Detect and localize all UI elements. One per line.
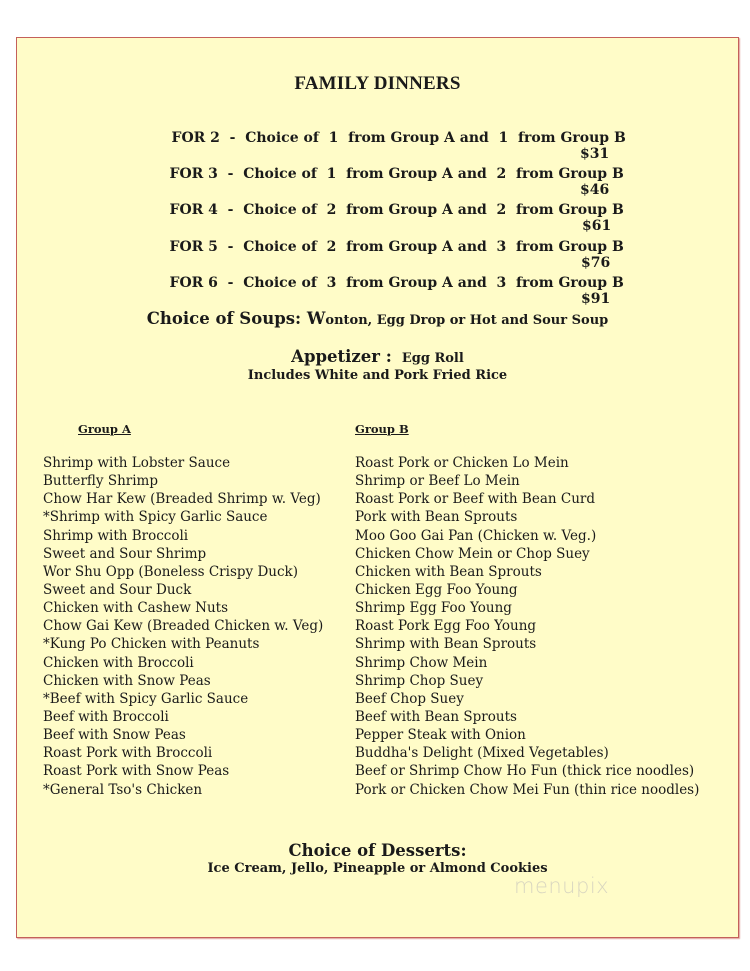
list-item: Shrimp Egg Foo Young [355,600,512,617]
list-item: Chicken with Cashew Nuts [43,600,229,617]
group-a-heading: Group A [78,422,131,436]
includes-line: Includes White and Pork Fried Rice [247,368,508,383]
list-item: Pepper Steak with Onion [355,727,526,744]
list-item: *Beef with Spicy Garlic Sauce [43,690,249,707]
list-item: Roast Pork or Chicken Lo Mein [355,455,569,471]
list-item: Beef Chop Suey [355,690,464,707]
pricing-label: FOR 3 - Choice of 1 from Group A and 2 from Group B [169,166,624,182]
group-b-list [355,454,699,799]
list-item: Shrimp Chow Mein [355,654,488,671]
list-item: Chicken Egg Foo Young [355,581,518,598]
list-item: Sweet and Sour Shrimp [43,545,207,562]
list-item: *General Tso's Chicken [43,781,203,798]
pricing-label: FOR 5 - Choice of 2 from Group A and 3 from Group B [169,239,624,255]
list-item: Beef with Broccoli [43,708,169,725]
list-item: Buddha's Delight (Mixed Vegetables) [355,745,609,762]
desserts-list: Ice Cream, Jello, Pineapple or Almond Cookies [207,861,548,876]
list-item: Chicken with Bean Sprouts [355,563,542,580]
soups-options: onton, Egg Drop or Hot and Sour Soup [325,313,609,328]
pricing-price: $76 [581,255,611,271]
soups-first-letter: W [306,309,326,328]
list-item: Shrimp with Bean Sprouts [355,636,537,653]
list-item: Beef with Snow Peas [43,727,186,744]
list-item: Shrimp with Broccoli [43,527,189,544]
list-item: Moo Goo Gai Pan (Chicken w. Veg.) [355,527,597,544]
list-item: Beef with Bean Sprouts [355,708,517,725]
pricing-label: FOR 4 - Choice of 2 from Group A and 2 from Group B [169,202,624,218]
appetizer-line [17,347,738,366]
soups-line [17,309,738,328]
appetizer-value: Egg Roll [401,351,464,366]
list-item: Chow Har Kew (Breaded Shrimp w. Veg) [43,491,321,508]
pricing-price: $61 [582,218,612,234]
list-item: Chicken Chow Mein or Chop Suey [355,545,590,562]
list-item: Sweet and Sour Duck [43,581,192,598]
pricing-price: $31 [580,146,610,162]
menu-title: FAMILY DINNERS [294,73,461,94]
soups-label: Choice of Soups: [146,309,307,328]
list-item: Chicken with Snow Peas [43,672,211,689]
menu-page [16,37,739,938]
watermark-logo: menupix [514,874,610,898]
list-item: Chow Gai Kew (Breaded Chicken w. Veg) [43,618,324,635]
list-item: *Shrimp with Spicy Garlic Sauce [43,509,268,526]
desserts-title: Choice of Desserts: [288,841,467,860]
pricing-label: FOR 2 - Choice of 1 from Group A and 1 from Group B [171,130,626,146]
group-b-heading: Group B [355,422,409,436]
list-item: Roast Pork with Snow Peas [43,763,230,780]
list-item: Chicken with Broccoli [43,654,194,671]
pricing-price: $46 [580,182,610,198]
list-item: Roast Pork or Beef with Bean Curd [355,491,595,508]
list-item: Beef or Shrimp Chow Ho Fun (thick rice noodles) [355,763,695,780]
list-item: *Kung Po Chicken with Peanuts [43,636,260,653]
list-item: Butterfly Shrimp [43,473,158,490]
pricing-label: FOR 6 - Choice of 3 from Group A and 3 from Group B [169,275,624,291]
list-item: Shrimp with Lobster Sauce [43,455,231,471]
list-item: Roast Pork Egg Foo Young [355,618,537,635]
list-item: Shrimp Chop Suey [355,672,484,689]
list-item: Shrimp or Beef Lo Mein [355,473,520,490]
list-item: Wor Shu Opp (Boneless Crispy Duck) [43,563,298,580]
pricing-price: $91 [581,291,611,307]
list-item: Roast Pork with Broccoli [43,745,213,762]
appetizer-label: Appetizer : [291,347,392,366]
group-a-list [43,454,323,799]
list-item: Pork or Chicken Chow Mei Fun (thin rice noodles) [355,781,700,798]
list-item: Pork with Bean Sprouts [355,509,518,526]
